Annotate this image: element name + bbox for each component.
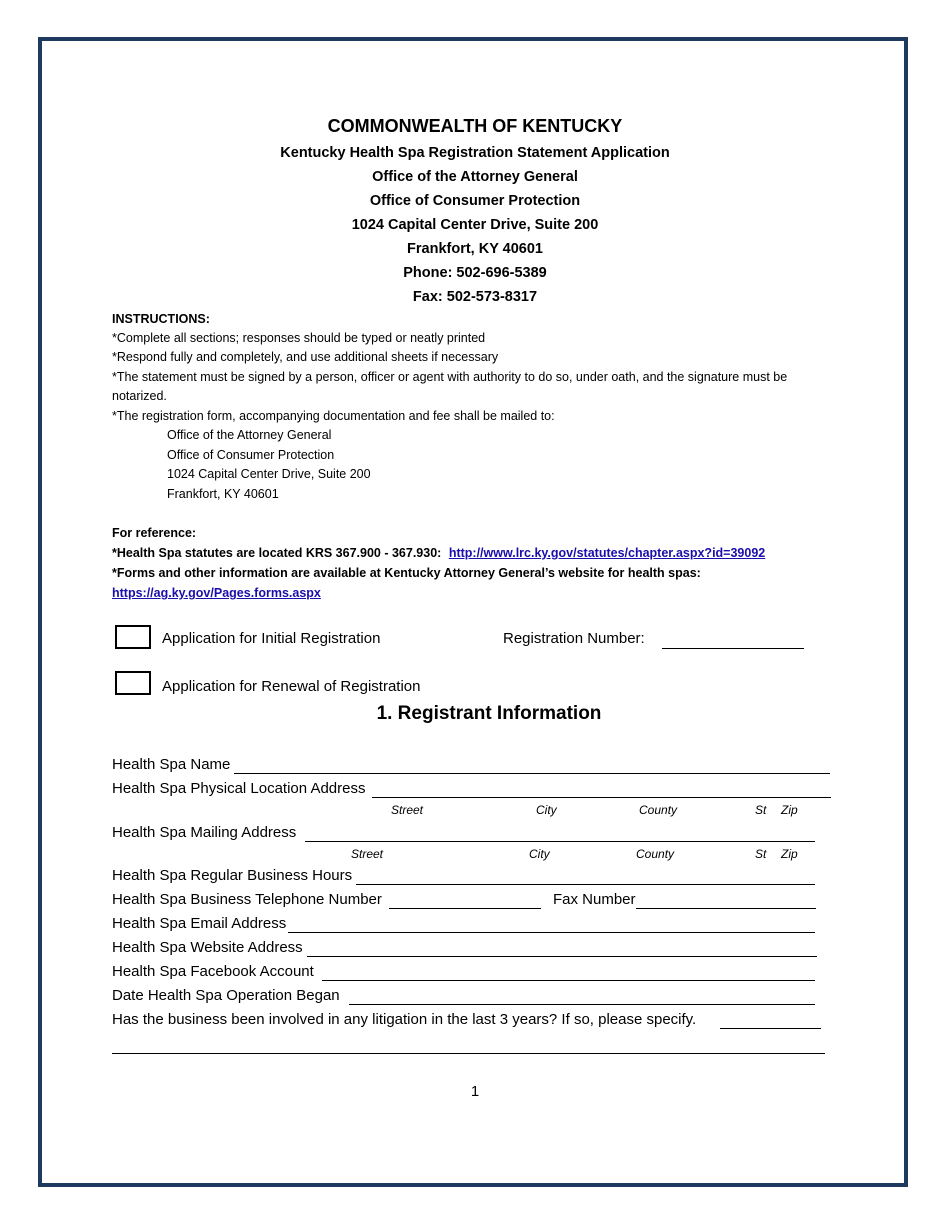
facebook-field[interactable] <box>322 965 815 981</box>
physical-address-field[interactable] <box>372 782 831 798</box>
date-began-label: Date Health Spa Operation Began <box>112 987 340 1004</box>
instruction-item: notarized. <box>112 389 167 403</box>
sub-county: County <box>639 803 678 817</box>
mail-to-line: Office of the Attorney General <box>167 428 332 442</box>
sub-st: St <box>755 847 767 861</box>
state-heading: COMMONWEALTH OF KENTUCKY <box>327 116 623 136</box>
statutes-label: *Health Spa statutes are located KRS 367.900 - 367.930: <box>112 546 442 560</box>
fax-number-label: Fax Number <box>553 891 636 908</box>
instruction-item: *Respond fully and completely, and use additional sheets if necessary <box>112 350 499 364</box>
phone-heading: Phone: 502-696-5389 <box>403 265 547 281</box>
litigation-continuation-field[interactable] <box>112 1038 825 1054</box>
sub-street: Street <box>351 847 384 861</box>
sub-city: City <box>536 803 557 817</box>
instruction-item: *The registration form, accompanying documentation and fee shall be mailed to: <box>112 409 555 423</box>
forms-link[interactable]: https://ag.ky.gov/Pages.forms.aspx <box>112 586 321 600</box>
form-title: Kentucky Health Spa Registration Statement Application <box>280 145 670 161</box>
sub-street: Street <box>391 803 424 817</box>
forms-text: *Forms and other information are available at Kentucky Attorney General’s website for health spas: <box>112 566 701 580</box>
mail-to-line: 1024 Capital Center Drive, Suite 200 <box>167 467 371 481</box>
sub-zip: Zip <box>781 847 798 861</box>
registration-number-field[interactable] <box>662 634 804 649</box>
address-heading: 1024 Capital Center Drive, Suite 200 <box>351 217 599 233</box>
telephone-field[interactable] <box>389 893 541 909</box>
email-field[interactable] <box>288 917 815 933</box>
page-number: 1 <box>470 1083 480 1100</box>
mailing-address-field[interactable] <box>305 826 815 842</box>
business-hours-field[interactable] <box>356 869 815 885</box>
sub-city: City <box>529 847 550 861</box>
renewal-registration-label: Application for Renewal of Registration <box>162 678 421 695</box>
mailing-address-label: Health Spa Mailing Address <box>112 824 297 841</box>
office-heading-1: Office of the Attorney General <box>372 169 578 185</box>
sub-zip: Zip <box>781 803 798 817</box>
sub-st: St <box>755 803 767 817</box>
spa-name-field[interactable] <box>234 758 830 774</box>
date-began-field[interactable] <box>349 989 815 1005</box>
telephone-label: Health Spa Business Telephone Number <box>112 891 382 908</box>
office-heading-2: Office of Consumer Protection <box>369 193 581 209</box>
litigation-field[interactable] <box>720 1013 821 1029</box>
physical-address-label: Health Spa Physical Location Address <box>112 780 366 797</box>
sub-county: County <box>636 847 675 861</box>
section-title: 1. Registrant Information <box>376 703 602 724</box>
instruction-item: *Complete all sections; responses should be typed or neatly printed <box>112 331 486 345</box>
reference-heading: For reference: <box>112 526 197 540</box>
litigation-label: Has the business been involved in any litigation in the last 3 years? If so, please specify. <box>112 1011 697 1028</box>
mail-to-line: Frankfort, KY 40601 <box>167 487 279 501</box>
mail-to-line: Office of Consumer Protection <box>167 448 335 462</box>
registration-number-label: Registration Number: <box>503 630 645 647</box>
statutes-text <box>112 546 765 560</box>
renewal-registration-checkbox[interactable] <box>115 671 151 695</box>
initial-registration-label: Application for Initial Registration <box>162 630 381 647</box>
city-heading: Frankfort, KY 40601 <box>407 241 543 257</box>
fax-number-field[interactable] <box>636 893 816 909</box>
facebook-label: Health Spa Facebook Account <box>112 963 314 980</box>
instructions-heading: INSTRUCTIONS: <box>112 312 210 326</box>
instruction-item: *The statement must be signed by a person, officer or agent with authority to do so, under oath, and the signature must be <box>112 370 788 384</box>
email-label: Health Spa Email Address <box>112 915 287 932</box>
statutes-link[interactable]: http://www.lrc.ky.gov/statutes/chapter.aspx?id=39092 <box>448 546 766 560</box>
spa-name-label: Health Spa Name <box>112 756 231 773</box>
initial-registration-checkbox[interactable] <box>115 625 151 649</box>
website-field[interactable] <box>307 941 817 957</box>
website-label: Health Spa Website Address <box>112 939 303 956</box>
fax-heading: Fax: 502-573-8317 <box>412 289 538 305</box>
business-hours-label: Health Spa Regular Business Hours <box>112 867 353 884</box>
